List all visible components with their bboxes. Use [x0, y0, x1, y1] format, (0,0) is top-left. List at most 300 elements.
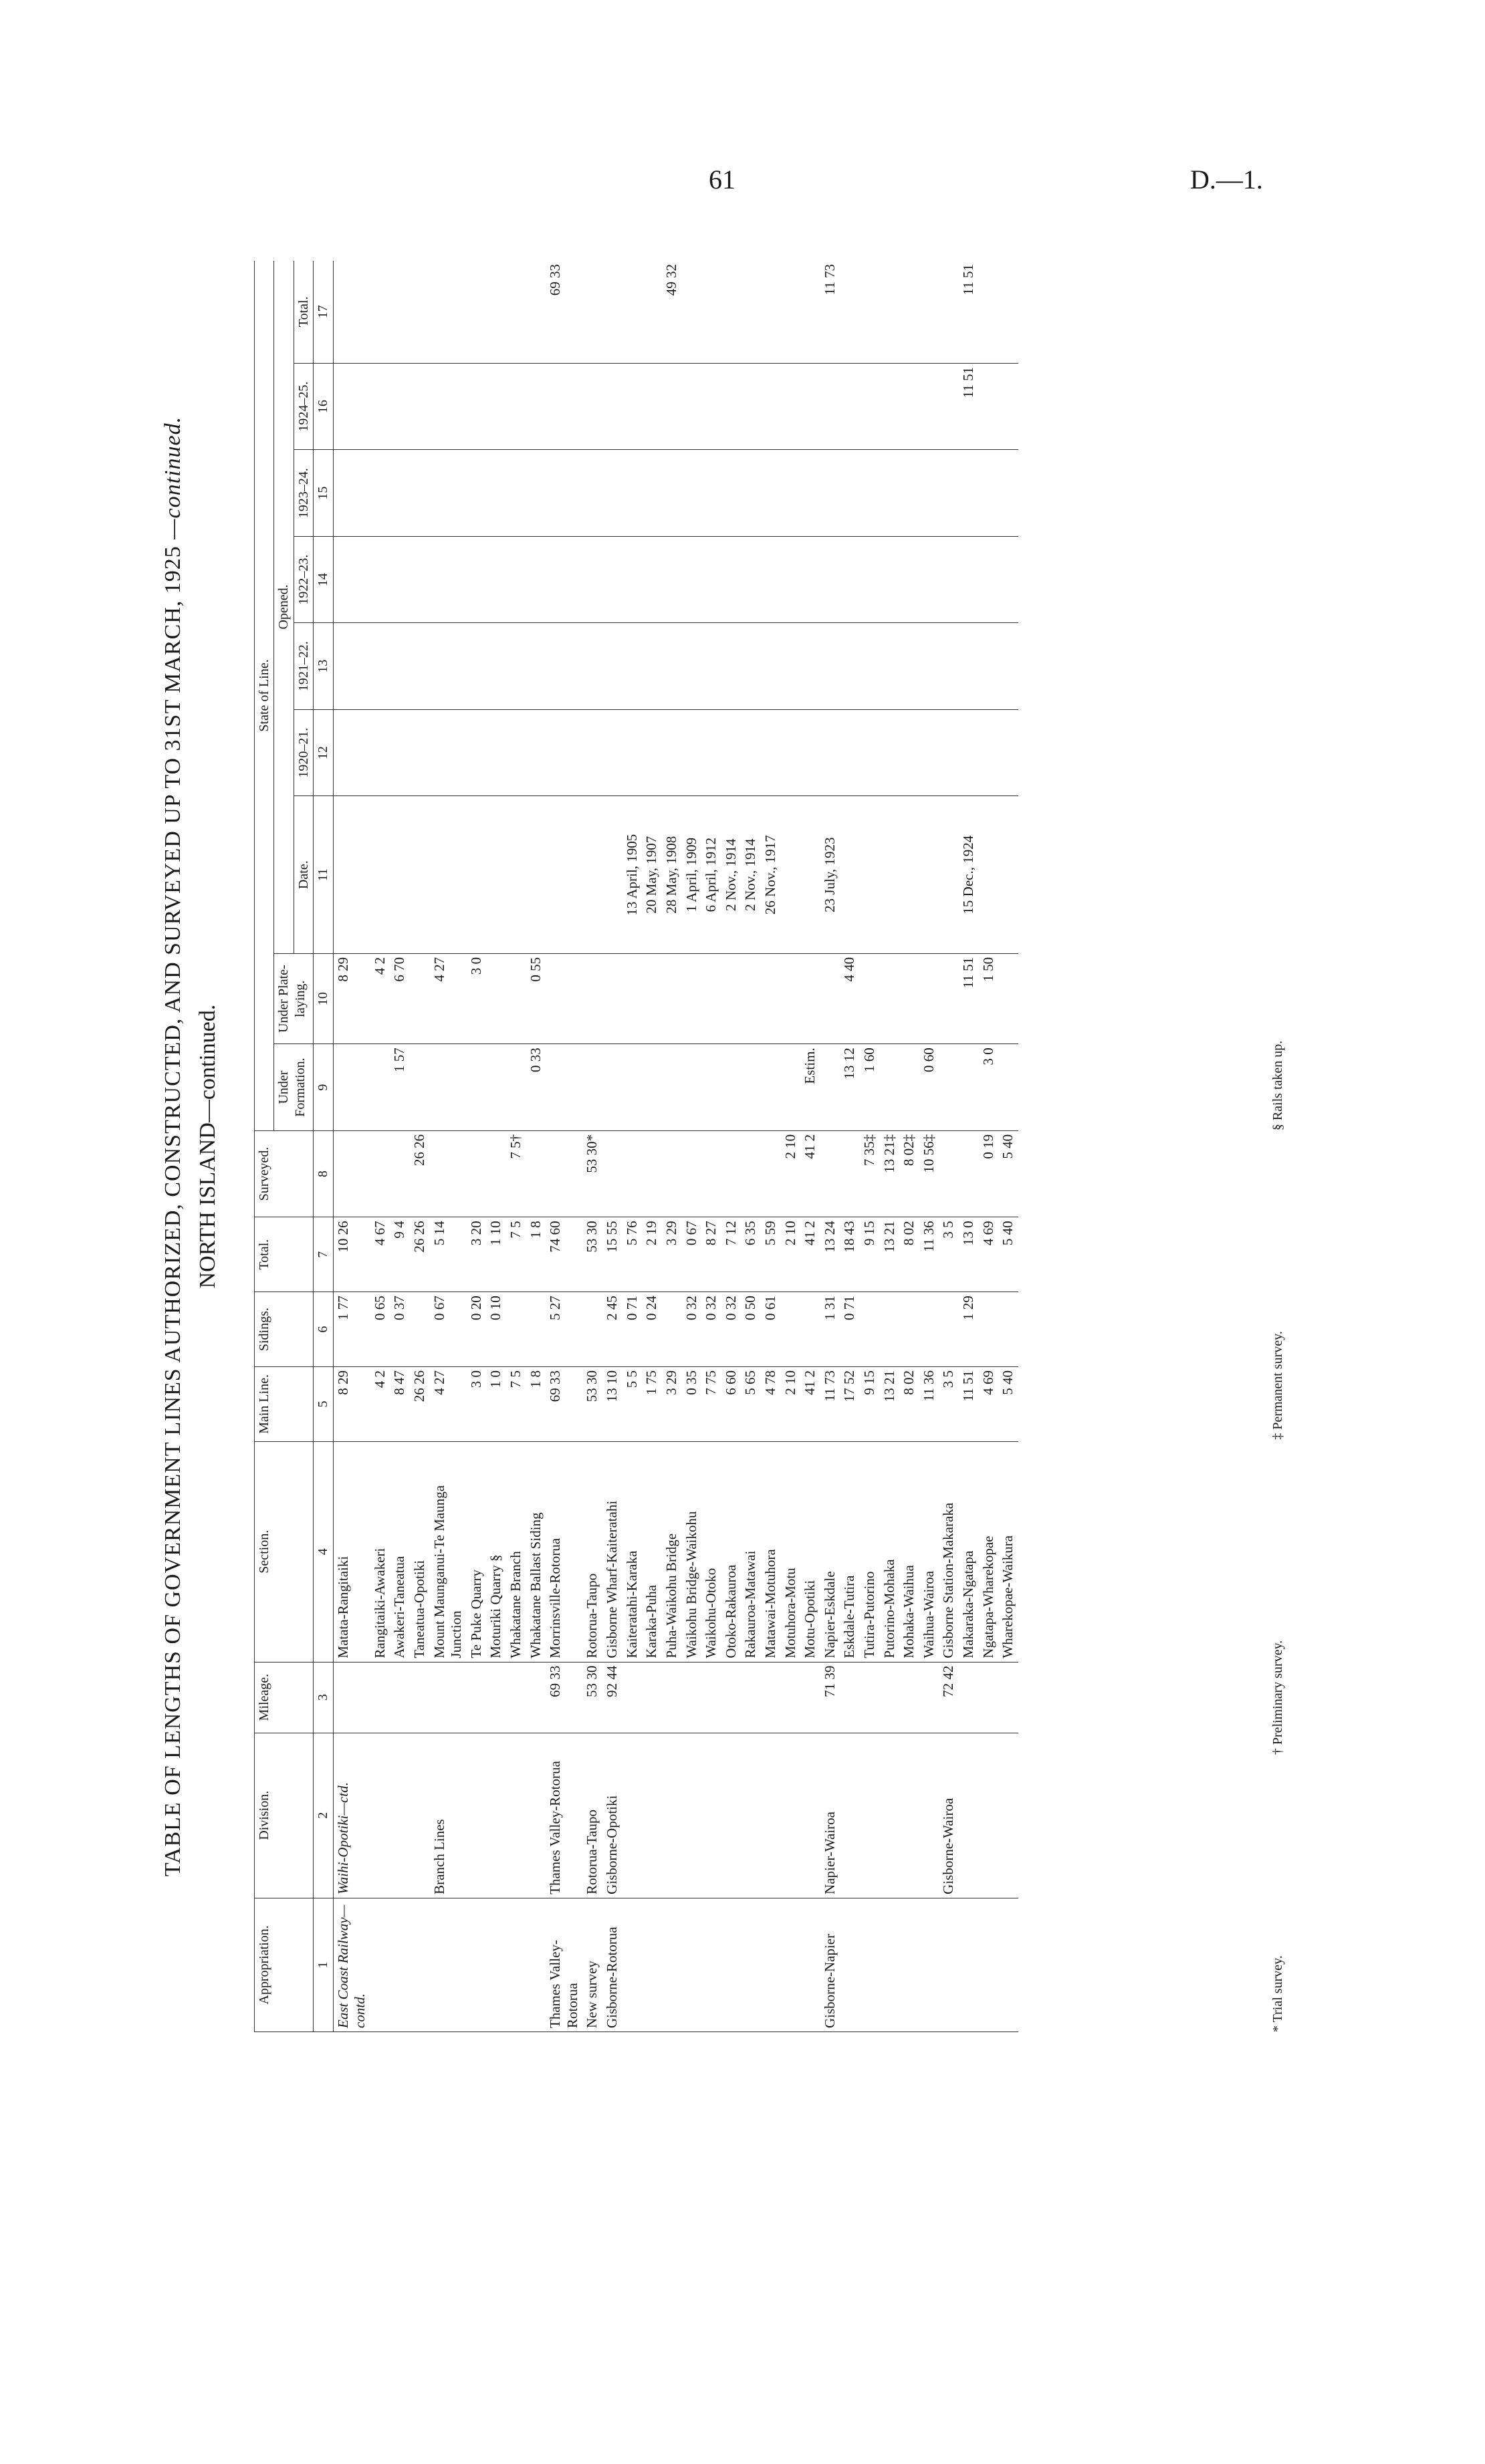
cell-t17: [602, 261, 622, 363]
cell-date: [506, 796, 526, 953]
cell-empty: [390, 450, 410, 537]
cell-plate: 1 50: [979, 953, 999, 1043]
table-row: [546, 261, 582, 2032]
table-row: [642, 261, 662, 2032]
cell-sid: 2 45: [602, 1292, 622, 1367]
cell-empty: [642, 536, 662, 623]
cell-empty: [701, 623, 721, 710]
cell-tot: 3 29: [662, 1217, 682, 1292]
cell-main: 69 33: [546, 1367, 582, 1442]
cell-mil: [526, 1662, 546, 1733]
table-row: [701, 261, 721, 2032]
cell-tot: 5 40: [998, 1217, 1018, 1292]
cell-empty: [899, 623, 919, 710]
cell-tot: 15 55: [602, 1217, 622, 1292]
cell-main: 1 0: [486, 1367, 506, 1442]
cell-div: [662, 1733, 682, 1898]
header-opened-total: Total.: [294, 261, 313, 363]
cell-empty: [662, 536, 682, 623]
cell-app: [701, 1898, 721, 2031]
cell-date: [880, 796, 900, 953]
cell-mil: [486, 1662, 506, 1733]
cell-app: [642, 1898, 662, 2031]
table-subtitle: NORTH ISLAND—continued.: [195, 1004, 220, 1289]
cell-date: [333, 796, 370, 953]
cell-empty: [390, 709, 410, 796]
cell-y24: [333, 363, 370, 450]
cell-main: 11 51: [959, 1367, 979, 1442]
cell-app: [880, 1898, 900, 2031]
cell-t17: [840, 261, 860, 363]
cell-empty: [860, 623, 880, 710]
cell-main: 9 15: [860, 1367, 880, 1442]
cell-empty: [642, 450, 662, 537]
cell-sec: Mount Maunganui-Te Maunga Junction: [430, 1441, 467, 1662]
cell-plate: [919, 953, 939, 1043]
cell-t17: [979, 261, 999, 363]
cell-main: 4 78: [761, 1367, 781, 1442]
cell-empty: [880, 536, 900, 623]
cell-t17: [800, 261, 820, 363]
cell-plate: 4 27: [430, 953, 467, 1043]
cell-div: [880, 1733, 900, 1898]
cell-empty: [800, 536, 820, 623]
column-number: 11: [314, 796, 333, 953]
cell-main: 8 02: [899, 1367, 919, 1442]
cell-form: [721, 1044, 741, 1131]
cell-form: [486, 1044, 506, 1131]
table-body: [314, 261, 1018, 2032]
cell-empty: [781, 709, 801, 796]
cell-mil: [622, 1662, 643, 1733]
cell-empty: [721, 709, 741, 796]
cell-empty: [820, 450, 840, 537]
cell-app: [622, 1898, 643, 2031]
cell-sur: [662, 1130, 682, 1217]
cell-sur: 7 35‡: [860, 1130, 880, 1217]
cell-form: [506, 1044, 526, 1131]
cell-date: [602, 796, 622, 953]
cell-empty: [506, 623, 526, 710]
cell-empty: [410, 709, 430, 796]
cell-empty: [370, 709, 390, 796]
cell-plate: [622, 953, 643, 1043]
column-number: 9: [314, 1044, 333, 1131]
cell-div: [467, 1733, 487, 1898]
cell-empty: [682, 709, 702, 796]
cell-date: 2 Nov., 1914: [721, 796, 741, 953]
column-number: 5: [314, 1367, 333, 1442]
cell-date: [526, 796, 546, 953]
cell-empty: [642, 709, 662, 796]
lengths-table: [254, 261, 1018, 2032]
cell-tot: 9 15: [860, 1217, 880, 1292]
cell-plate: [602, 953, 622, 1043]
cell-tot: 8 02: [899, 1217, 919, 1292]
cell-tot: 41 2: [800, 1217, 820, 1292]
cell-main: 17 52: [840, 1367, 860, 1442]
cell-div: [800, 1733, 820, 1898]
cell-sur: [939, 1130, 959, 1217]
cell-div: [781, 1733, 801, 1898]
cell-app: [919, 1898, 939, 2031]
cell-empty: [781, 450, 801, 537]
cell-date: [582, 796, 602, 953]
cell-tot: 11 36: [919, 1217, 939, 1292]
cell-app: [840, 1898, 860, 2031]
cell-plate: [899, 953, 919, 1043]
cell-tot: 13 0: [959, 1217, 979, 1292]
cell-app: [959, 1898, 979, 2031]
cell-form: Estim.: [800, 1044, 820, 1131]
cell-main: 3 0: [467, 1367, 487, 1442]
cell-div: [506, 1733, 526, 1898]
cell-plate: [781, 953, 801, 1043]
cell-form: [582, 1044, 602, 1131]
cell-date: 20 May, 1907: [642, 796, 662, 953]
cell-sec: Waikohu Bridge-Waikohu: [682, 1441, 702, 1662]
cell-t17: [701, 261, 721, 363]
cell-y24: [781, 363, 801, 450]
cell-sid: 0 67: [430, 1292, 467, 1367]
cell-empty: [546, 709, 582, 796]
cell-t17: [390, 261, 410, 363]
column-number: 10: [314, 953, 333, 1043]
footnote: * Trial survey.: [1270, 1955, 1285, 2032]
cell-empty: [410, 450, 430, 537]
cell-date: [370, 796, 390, 953]
cell-empty: [919, 623, 939, 710]
cell-y24: [546, 363, 582, 450]
cell-t17: 69 33: [546, 261, 582, 363]
cell-app: [939, 1898, 959, 2031]
cell-y24: [430, 363, 467, 450]
cell-sec: Rotorua-Taupo: [582, 1441, 602, 1662]
cell-empty: [880, 623, 900, 710]
cell-empty: [840, 623, 860, 710]
cell-y24: 11 51: [959, 363, 979, 450]
cell-sid: [410, 1292, 430, 1367]
cell-sec: Gisborne Station-Makaraka: [939, 1441, 959, 1662]
table-row: [781, 261, 801, 2032]
cell-sid: 0 71: [840, 1292, 860, 1367]
cell-plate: [721, 953, 741, 1043]
cell-plate: 6 70: [390, 953, 410, 1043]
header-under-formation: Under Formation.: [274, 1044, 314, 1131]
cell-y24: [701, 363, 721, 450]
cell-empty: [622, 623, 643, 710]
cell-empty: [939, 450, 959, 537]
cell-empty: [899, 536, 919, 623]
cell-form: [333, 1044, 370, 1131]
cell-date: 28 May, 1908: [662, 796, 682, 953]
cell-div: Gisborne-Wairoa: [939, 1733, 959, 1898]
cell-empty: [998, 536, 1018, 623]
cell-t17: [370, 261, 390, 363]
cell-t17: [682, 261, 702, 363]
cell-empty: [701, 536, 721, 623]
header-1922-23: 1922–23.: [294, 536, 313, 623]
cell-sec: Whakatane Ballast Siding: [526, 1441, 546, 1662]
cell-empty: [919, 709, 939, 796]
cell-empty: [662, 709, 682, 796]
cell-plate: [642, 953, 662, 1043]
cell-empty: [939, 709, 959, 796]
cell-y24: [979, 363, 999, 450]
cell-y24: [506, 363, 526, 450]
cell-plate: [662, 953, 682, 1043]
cell-empty: [370, 536, 390, 623]
cell-empty: [800, 450, 820, 537]
cell-t17: [430, 261, 467, 363]
cell-div: [741, 1733, 761, 1898]
cell-sid: [919, 1292, 939, 1367]
cell-empty: [370, 623, 390, 710]
cell-sid: [979, 1292, 999, 1367]
column-number: 8: [314, 1130, 333, 1217]
cell-main: 41 2: [800, 1367, 820, 1442]
cell-mil: [840, 1662, 860, 1733]
cell-y24: [622, 363, 643, 450]
cell-sec: Napier-Eskdale: [820, 1441, 840, 1662]
cell-empty: [662, 623, 682, 710]
cell-empty: [880, 709, 900, 796]
cell-div: [370, 1733, 390, 1898]
cell-empty: [486, 536, 506, 623]
cell-tot: 8 27: [701, 1217, 721, 1292]
cell-form: [761, 1044, 781, 1131]
cell-main: 13 21: [880, 1367, 900, 1442]
cell-y24: [467, 363, 487, 450]
cell-sid: [860, 1292, 880, 1367]
cell-div: [410, 1733, 430, 1898]
cell-sur: [642, 1130, 662, 1217]
cell-sec: Moturiki Quarry §: [486, 1441, 506, 1662]
cell-sid: [526, 1292, 546, 1367]
cell-app: [682, 1898, 702, 2031]
cell-app: [721, 1898, 741, 2031]
cell-empty: [761, 536, 781, 623]
cell-empty: [582, 623, 602, 710]
cell-t17: [582, 261, 602, 363]
cell-plate: 3 0: [467, 953, 487, 1043]
cell-empty: [410, 536, 430, 623]
cell-div: [486, 1733, 506, 1898]
cell-sid: [899, 1292, 919, 1367]
cell-empty: [820, 536, 840, 623]
cell-main: 0 35: [682, 1367, 702, 1442]
table-row: [526, 261, 546, 2032]
cell-app: [370, 1898, 390, 2031]
cell-y24: [840, 363, 860, 450]
cell-mil: [721, 1662, 741, 1733]
cell-t17: [860, 261, 880, 363]
cell-sur: [682, 1130, 702, 1217]
cell-empty: [682, 536, 702, 623]
cell-form: [998, 1044, 1018, 1131]
cell-plate: 4 40: [840, 953, 860, 1043]
column-number: 15: [314, 450, 333, 537]
cell-empty: [390, 536, 410, 623]
cell-tot: 74 60: [546, 1217, 582, 1292]
cell-y24: [602, 363, 622, 450]
cell-date: 23 July, 1923: [820, 796, 840, 953]
cell-date: 15 Dec., 1924: [959, 796, 979, 953]
cell-date: 2 Nov., 1914: [741, 796, 761, 953]
cell-mil: 72 42: [939, 1662, 959, 1733]
cell-plate: [546, 953, 582, 1043]
cell-tot: 4 69: [979, 1217, 999, 1292]
cell-y24: [410, 363, 430, 450]
cell-app: [998, 1898, 1018, 2031]
cell-sur: [622, 1130, 643, 1217]
cell-empty: [467, 623, 487, 710]
cell-mil: [880, 1662, 900, 1733]
cell-empty: [979, 623, 999, 710]
table-row: [959, 261, 979, 2032]
cell-plate: [701, 953, 721, 1043]
cell-t17: [506, 261, 526, 363]
cell-app: [467, 1898, 487, 2031]
cell-mil: [899, 1662, 919, 1733]
cell-date: 6 April, 1912: [701, 796, 721, 953]
cell-div: [979, 1733, 999, 1898]
cell-sid: [781, 1292, 801, 1367]
cell-form: [430, 1044, 467, 1131]
cell-form: 13 12: [840, 1044, 860, 1131]
cell-empty: [333, 536, 370, 623]
cell-empty: [582, 536, 602, 623]
cell-plate: [486, 953, 506, 1043]
column-number-row: [314, 261, 333, 2032]
cell-y24: [939, 363, 959, 450]
cell-t17: [467, 261, 487, 363]
cell-main: 1 8: [526, 1367, 546, 1442]
cell-empty: [880, 450, 900, 537]
table-row: [860, 261, 880, 2032]
cell-form: [939, 1044, 959, 1131]
cell-form: [410, 1044, 430, 1131]
cell-main: 4 69: [979, 1367, 999, 1442]
cell-app: [800, 1898, 820, 2031]
cell-tot: 3 5: [939, 1217, 959, 1292]
cell-empty: [506, 450, 526, 537]
cell-empty: [602, 450, 622, 537]
cell-y24: [526, 363, 546, 450]
cell-tot: 5 14: [430, 1217, 467, 1292]
cell-mil: [390, 1662, 410, 1733]
cell-app: [979, 1898, 999, 2031]
cell-sur: [526, 1130, 546, 1217]
cell-empty: [526, 450, 546, 537]
cell-main: 1 75: [642, 1367, 662, 1442]
table-row: [602, 261, 622, 2032]
cell-t17: 49 32: [662, 261, 682, 363]
cell-mil: [741, 1662, 761, 1733]
header-1920-21: 1920–21.: [294, 709, 313, 796]
cell-sec: Motuhora-Motu: [781, 1441, 801, 1662]
table-row: [979, 261, 999, 2032]
header-main-line: Main Line.: [255, 1367, 314, 1442]
cell-mil: [506, 1662, 526, 1733]
cell-form: 0 33: [526, 1044, 546, 1131]
table-row: [919, 261, 939, 2032]
cell-empty: [840, 709, 860, 796]
cell-mil: [781, 1662, 801, 1733]
cell-date: [467, 796, 487, 953]
cell-sec: Matata-Rangitaiki: [333, 1441, 370, 1662]
cell-sur: [430, 1130, 467, 1217]
cell-empty: [486, 623, 506, 710]
cell-sur: [959, 1130, 979, 1217]
cell-form: [899, 1044, 919, 1131]
footnotes: [1270, 261, 1286, 2032]
cell-empty: [662, 450, 682, 537]
cell-main: 7 5: [506, 1367, 526, 1442]
cell-div: [998, 1733, 1018, 1898]
cell-empty: [546, 536, 582, 623]
cell-t17: [642, 261, 662, 363]
header-1924-25: 1924–25.: [294, 363, 313, 450]
cell-sid: 1 77: [333, 1292, 370, 1367]
cell-main: 4 2: [370, 1367, 390, 1442]
cell-tot: 13 24: [820, 1217, 840, 1292]
cell-y24: [998, 363, 1018, 450]
cell-empty: [486, 709, 506, 796]
cell-empty: [642, 623, 662, 710]
cell-date: [860, 796, 880, 953]
cell-div: Gisborne-Opotiki: [602, 1733, 622, 1898]
cell-empty: [602, 709, 622, 796]
cell-sur: [701, 1130, 721, 1217]
cell-t17: [919, 261, 939, 363]
cell-sur: 8 02‡: [899, 1130, 919, 1217]
cell-app: [410, 1898, 430, 2031]
cell-app: Thames Valley-Rotorua: [546, 1898, 582, 2031]
cell-plate: 4 2: [370, 953, 390, 1043]
column-number: 13: [314, 623, 333, 710]
cell-form: [546, 1044, 582, 1131]
cell-mil: [979, 1662, 999, 1733]
cell-app: [430, 1898, 467, 2031]
cell-plate: 8 29: [333, 953, 370, 1043]
cell-t17: [939, 261, 959, 363]
cell-sid: 0 24: [642, 1292, 662, 1367]
document-reference: D.—1.: [1190, 164, 1263, 195]
table-row: [390, 261, 410, 2032]
cell-t17: [721, 261, 741, 363]
cell-empty: [721, 536, 741, 623]
cell-form: 0 60: [919, 1044, 939, 1131]
cell-div: [721, 1733, 741, 1898]
cell-plate: 0 55: [526, 953, 546, 1043]
cell-app: New survey: [582, 1898, 602, 2031]
cell-div: [840, 1733, 860, 1898]
cell-mil: [701, 1662, 721, 1733]
cell-empty: [467, 709, 487, 796]
cell-empty: [682, 623, 702, 710]
cell-sid: 0 32: [682, 1292, 702, 1367]
table-row: [582, 261, 602, 2032]
cell-empty: [506, 536, 526, 623]
cell-tot: 7 12: [721, 1217, 741, 1292]
cell-t17: [410, 261, 430, 363]
cell-form: [602, 1044, 622, 1131]
cell-main: 53 30: [582, 1367, 602, 1442]
table-row: [741, 261, 761, 2032]
cell-empty: [701, 450, 721, 537]
cell-sid: 5 27: [546, 1292, 582, 1367]
